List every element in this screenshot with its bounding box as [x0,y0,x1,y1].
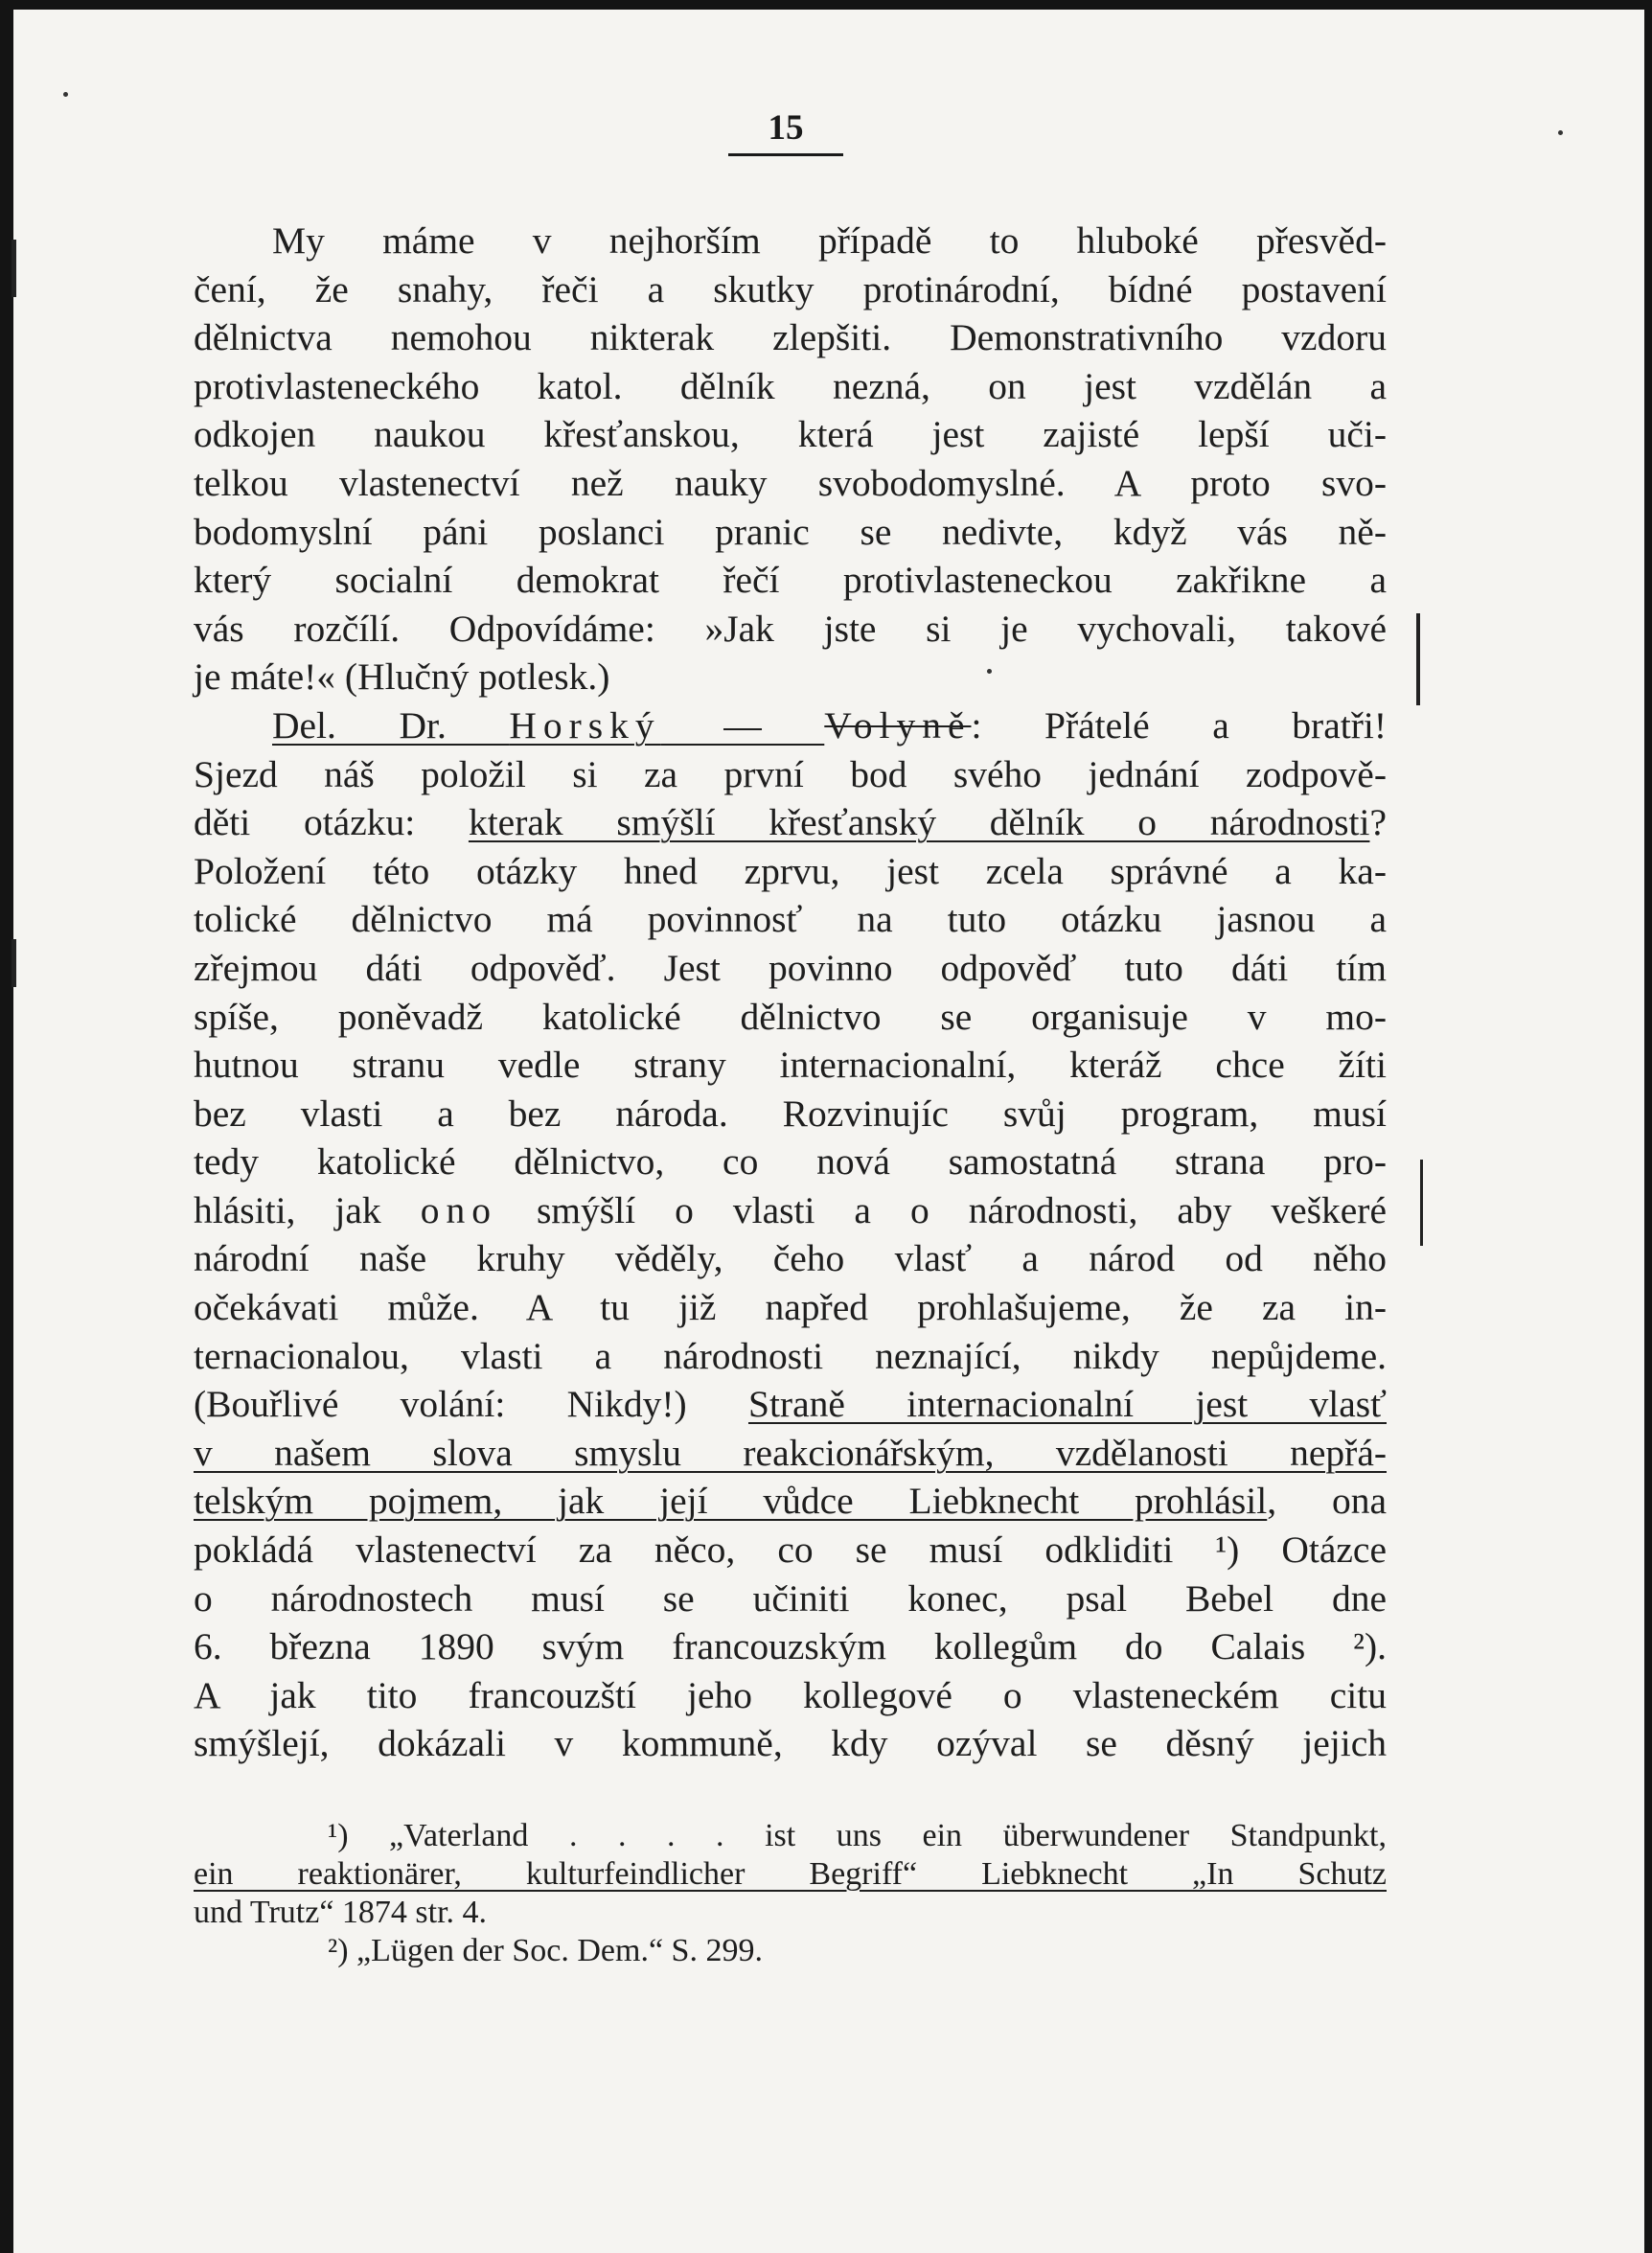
margin-pencil-mark [1420,1160,1423,1246]
dust-speck [987,669,992,674]
dust-speck [1558,130,1563,135]
text-line: Sjezd náš položil si za první bod svého jednání zodpově- [194,752,1387,795]
speaker-dash: — [660,703,825,747]
text-line: smýšlejí, dokázali v kommuně, kdy ozýval se děsný jejich [194,1722,1387,1765]
text-line: protivlasteneckého katol. dělník nezná, on jest vzdělán a [194,364,1387,407]
footnote-1-cont: ein reaktionärer, kulturfeindlicher Begriff“ Liebknecht „In Schutz [194,1856,1387,1892]
speaker-title: Del. Dr. [272,703,510,747]
text-line: odkojen naukou křesťanskou, která jest zajisté lepší uči- [194,413,1387,456]
body-text [194,217,1387,1768]
text-line: spíše, poněvadž katolické dělnictvo se organisuje v mo- [194,995,1387,1038]
text-line: vás rozčílí. Odpovídáme: »Jak jste si je vychovali, takové [194,607,1387,650]
footnote-1: ¹) „Vaterland . . . . ist uns ein überwundener Standpunkt, [328,1818,1387,1853]
underlined-passage: telským pojmem, jak její vůdce Liebknecht prohlásil [194,1480,1268,1523]
text-line: čení, že snahy, řeči a skutky protinárodní, bídné postavení [194,267,1387,310]
dust-speck [63,92,68,97]
underlined-passage: v našem slova smyslu reakcionářským, vzdělanosti nepřá- [194,1431,1387,1474]
text-line: očekávati může. A tu již napřed prohlašujeme, že za in- [194,1286,1387,1329]
text-line: který socialní demokrat řečí protivlasteneckou zakřikne a [194,559,1387,602]
text-line: My máme v nejhorším případě to hluboké přesvěd- [272,219,1387,262]
text-line: o národnostech musí se učiniti konec, psal Bebel dne [194,1576,1387,1620]
text-line: (Bouřlivé volání: Nikdy!) Straně internacionalní jest vlasť [194,1383,1387,1426]
text-line: A jak tito francouzští jeho kollegové o vlasteneckém citu [194,1673,1387,1716]
underlined-question: kterak smýšlí křesťanský dělník o národnosti [468,801,1370,844]
margin-pencil-mark [11,939,16,987]
speaker-line [194,701,1387,750]
text-line: tolické dělnictvo má povinnosť na tuto otázku jasnou a [194,898,1387,941]
page-number-rule [728,153,843,156]
margin-pencil-mark [1416,613,1420,705]
speaker-name: Horský [509,703,661,747]
text-line: národní naše kruhy věděly, čeho vlasť a národ od něho [194,1237,1387,1280]
spaced-word: ono [420,1188,497,1231]
text-line: bodomyslní páni poslanci pranic se nedivte, když vás ně- [194,510,1387,553]
footnote-1-end: und Trutz“ 1874 str. 4. [194,1895,488,1930]
text-line: dělnictva nemohou nikterak zlepšiti. Demonstrativního vzdoru [194,316,1387,359]
text-line: hlásiti, jak ono smýšlí o vlasti a o národnosti, aby veškeré [194,1188,1387,1231]
text-line [194,1429,1387,1478]
text-line: je máte!« (Hlučný potlesk.) [194,655,610,699]
text-line: děti otázku: kterak smýšlí křesťanský dělník o národnosti? [194,801,1388,844]
text-line: telským pojmem, jak její vůdce Liebknecht prohlásil, ona [194,1480,1387,1523]
margin-pencil-mark [11,240,16,297]
underlined-passage: Straně internacionalní jest vlasť [747,1383,1387,1426]
text-line: hutnou stranu vedle strany internacionalní, kteráž chce žíti [194,1044,1387,1087]
text-line: tedy katolické dělnictvo, co nová samostatná strana pro- [194,1140,1387,1184]
text-line: ternacionalou, vlasti a národnosti neznající, nikdy nepůjdeme. [194,1334,1387,1377]
text-line: zřejmou dáti odpověď. Jest povinno odpověď tuto dáti tím [194,946,1387,989]
text-line: telkou vlastenectví než nauky svobodomyslné. A proto svo- [194,461,1387,504]
speaker-place: Volyně [824,703,972,747]
text-line: pokládá vlastenectví za něco, co se musí odkliditi ¹) Otázce [194,1529,1387,1572]
footnote-2: ²) „Lügen der Soc. Dem.“ S. 299. [328,1933,763,1968]
text-line: 6. března 1890 svým francouzským kollegům do Calais ²). [194,1625,1387,1668]
footnotes [194,1817,1387,1970]
text-line: Položení této otázky hned zprvu, jest zcela správné a ka- [194,849,1387,892]
speaker-greeting: : Přátelé a bratři! [971,703,1387,747]
text-line: bez vlasti a bez národa. Rozvinujíc svůj program, musí [194,1092,1387,1135]
page-number: 15 [768,108,804,148]
